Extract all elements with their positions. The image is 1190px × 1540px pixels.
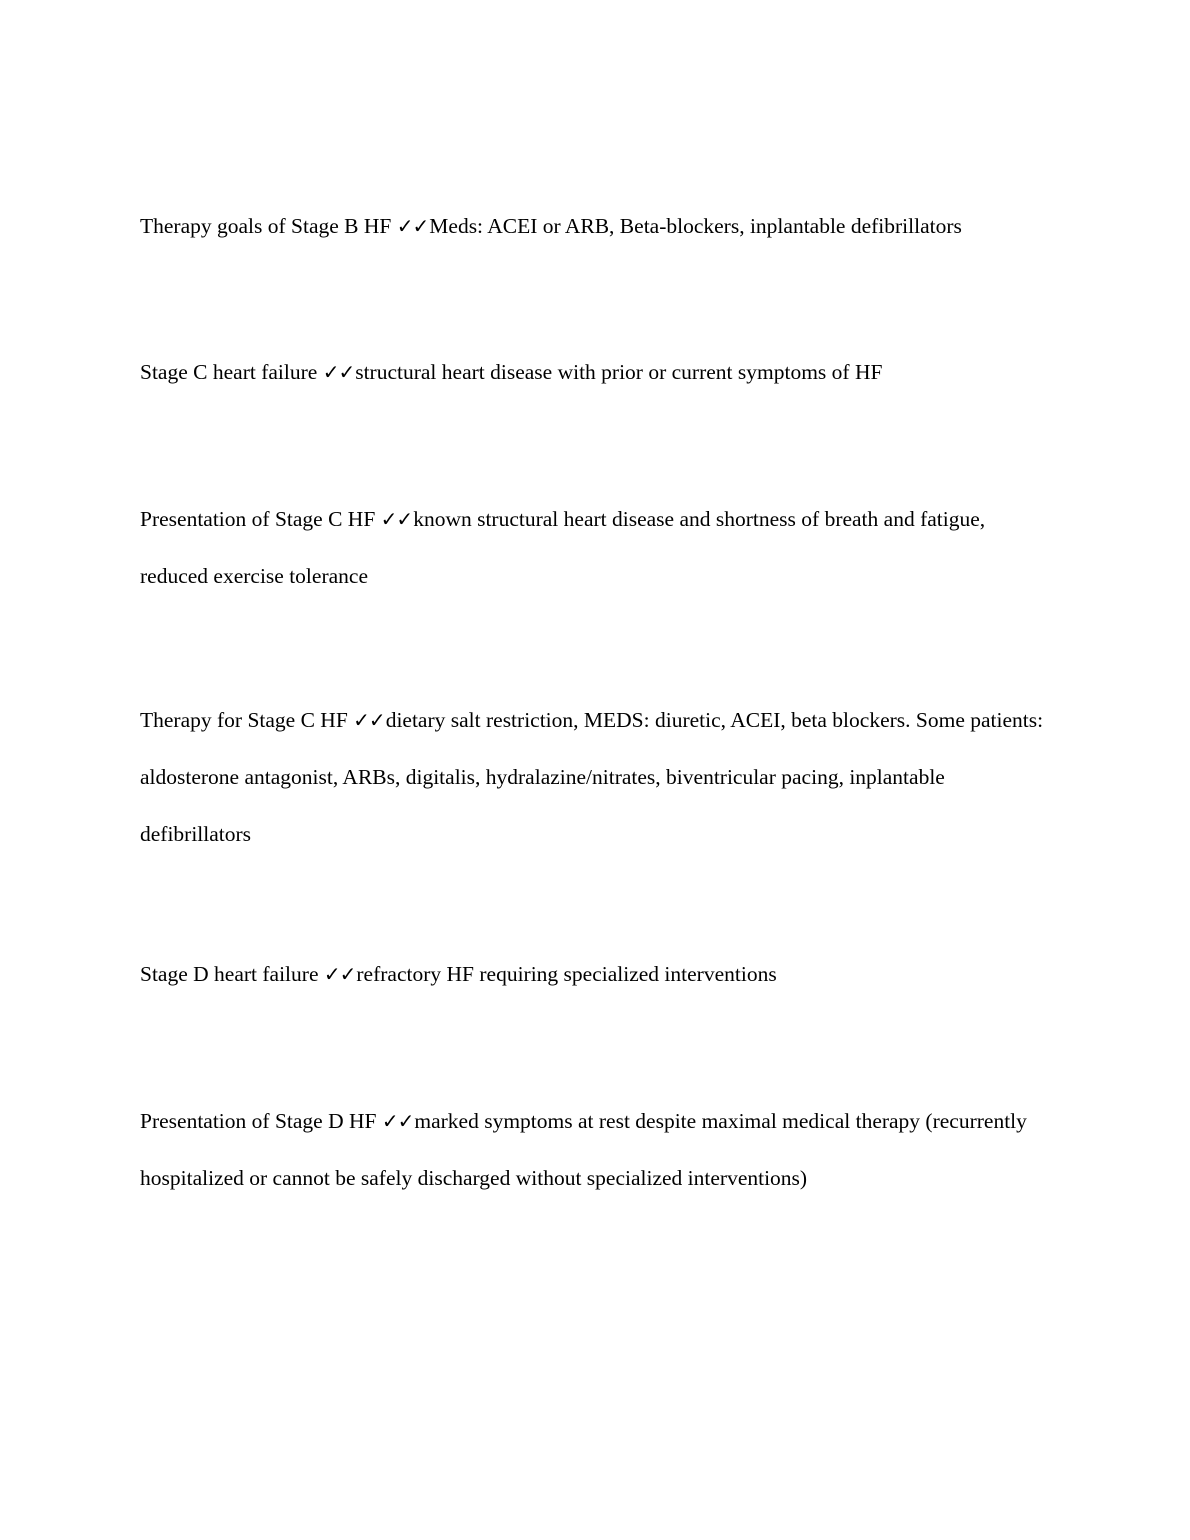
definition-text: dietary salt restriction, MEDS: diuretic, ACEI, beta blockers. Some patients: aldosterone antagonist, ARBs, digitalis, hydralazine/nitrates, biventricular pacing, inplantable defibrillators bbox=[140, 708, 1044, 846]
term-text: Stage C heart failure bbox=[140, 360, 323, 384]
term-text: Stage D heart failure bbox=[140, 962, 324, 986]
definition-text: Meds: ACEI or ARB, Beta-blockers, inplantable defibrillators bbox=[429, 214, 962, 238]
double-check-icon: ✓✓ bbox=[380, 507, 413, 531]
flashcard-entry bbox=[140, 344, 1055, 401]
definition-text: known structural heart disease and shortness of breath and fatigue, reduced exercise tolerance bbox=[140, 507, 986, 588]
term-text: Therapy goals of Stage B HF bbox=[140, 214, 397, 238]
definition-text: refractory HF requiring specialized interventions bbox=[356, 962, 777, 986]
definition-text: marked symptoms at rest despite maximal medical therapy (recurrently hospitalized or cannot be safely discharged without specialized interventions) bbox=[140, 1109, 1027, 1190]
term-text: Presentation of Stage C HF bbox=[140, 507, 381, 531]
double-check-icon: ✓✓ bbox=[322, 360, 355, 384]
double-check-icon: ✓✓ bbox=[323, 962, 356, 986]
flashcard-entry bbox=[140, 198, 1055, 255]
double-check-icon: ✓✓ bbox=[396, 214, 429, 238]
flashcard-entry bbox=[140, 491, 1055, 605]
flashcard-entry bbox=[140, 946, 1055, 1003]
definition-text: structural heart disease with prior or current symptoms of HF bbox=[355, 360, 883, 384]
flashcard-entry bbox=[140, 692, 1055, 863]
term-text: Therapy for Stage C HF bbox=[140, 708, 354, 732]
double-check-icon: ✓✓ bbox=[353, 708, 385, 732]
term-text: Presentation of Stage D HF bbox=[140, 1109, 382, 1133]
flashcard-entry bbox=[140, 1093, 1055, 1207]
double-check-icon: ✓✓ bbox=[381, 1109, 414, 1133]
